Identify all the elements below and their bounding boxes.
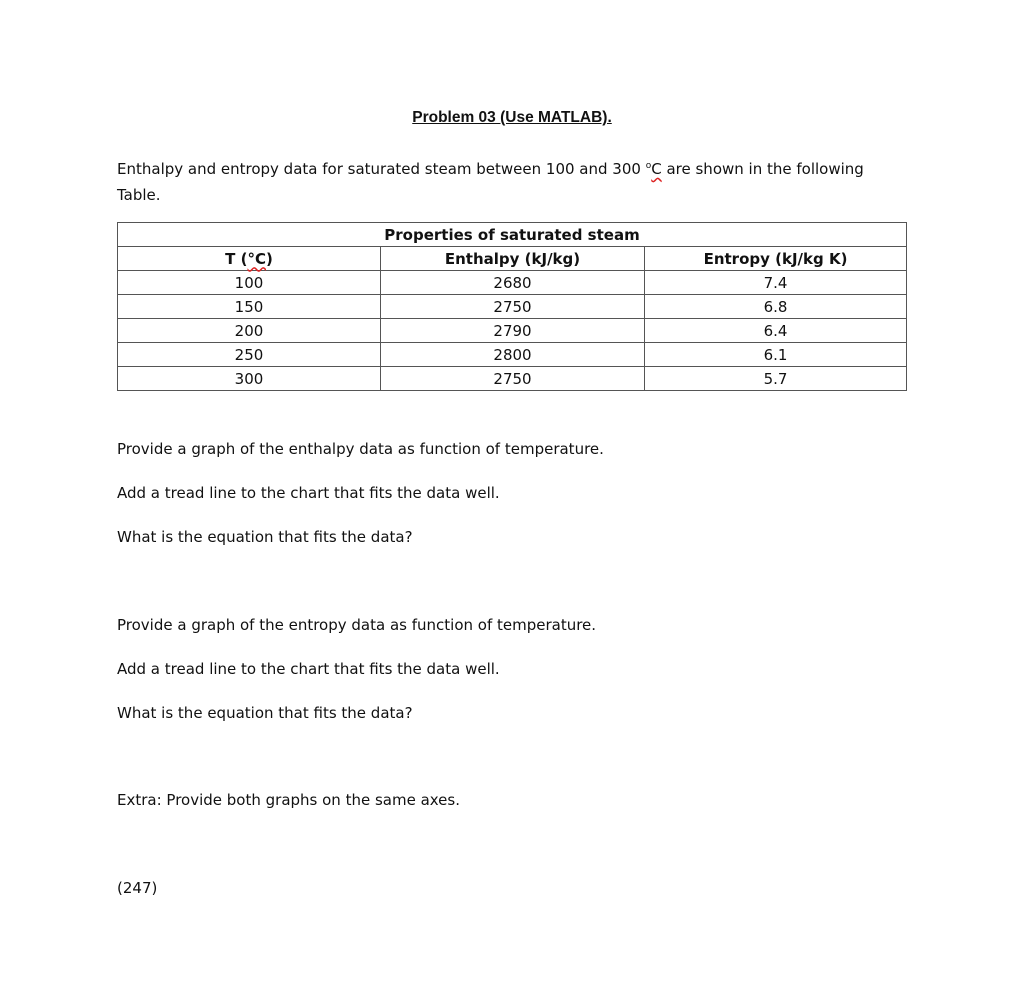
table-row xyxy=(118,295,907,319)
table-caption: Properties of saturated steam xyxy=(118,223,907,247)
cell-temperature: 300 xyxy=(118,367,381,391)
table-row xyxy=(118,271,907,295)
cell-temperature: 250 xyxy=(118,343,381,367)
question-entropy-trendline: Add a tread line to the chart that fits the data well. xyxy=(117,660,500,678)
extra-task: Extra: Provide both graphs on the same axes. xyxy=(117,791,460,809)
cell-temperature: 200 xyxy=(118,319,381,343)
cell-entropy: 6.4 xyxy=(645,319,907,343)
header-temperature: T (°C) xyxy=(118,247,381,271)
cell-entropy: 7.4 xyxy=(645,271,907,295)
question-entropy-graph: Provide a graph of the entropy data as function of temperature. xyxy=(117,616,597,634)
header-entropy: Entropy (kJ/kg K) xyxy=(645,247,907,271)
question-enthalpy-graph: Provide a graph of the enthalpy data as function of temperature. xyxy=(117,440,604,458)
cell-enthalpy: 2800 xyxy=(381,343,645,367)
intro-text-b: are shown in the following Table. xyxy=(117,160,864,204)
reference-number: (247) xyxy=(117,879,158,897)
header-enthalpy: Enthalpy (kJ/kg) xyxy=(381,247,645,271)
steam-properties-table xyxy=(117,222,907,391)
question-entropy-equation: What is the equation that fits the data? xyxy=(117,704,413,722)
unit-celsius: C xyxy=(651,160,662,178)
cell-entropy: 6.8 xyxy=(645,295,907,319)
cell-enthalpy: 2750 xyxy=(381,367,645,391)
question-enthalpy-trendline: Add a tread line to the chart that fits the data well. xyxy=(117,484,500,502)
intro-paragraph xyxy=(117,153,907,208)
table-row xyxy=(118,319,907,343)
cell-enthalpy: 2680 xyxy=(381,271,645,295)
problem-title: Problem 03 (Use MATLAB). xyxy=(412,109,612,126)
cell-temperature: 100 xyxy=(118,271,381,295)
table-row xyxy=(118,343,907,367)
degree-symbol: o xyxy=(645,161,652,171)
cell-temperature: 150 xyxy=(118,295,381,319)
cell-entropy: 6.1 xyxy=(645,343,907,367)
table-row xyxy=(118,367,907,391)
cell-entropy: 5.7 xyxy=(645,367,907,391)
cell-enthalpy: 2790 xyxy=(381,319,645,343)
intro-text-a: Enthalpy and entropy data for saturated steam between 100 and 300 xyxy=(117,160,646,178)
cell-enthalpy: 2750 xyxy=(381,295,645,319)
question-enthalpy-equation: What is the equation that fits the data? xyxy=(117,528,413,546)
